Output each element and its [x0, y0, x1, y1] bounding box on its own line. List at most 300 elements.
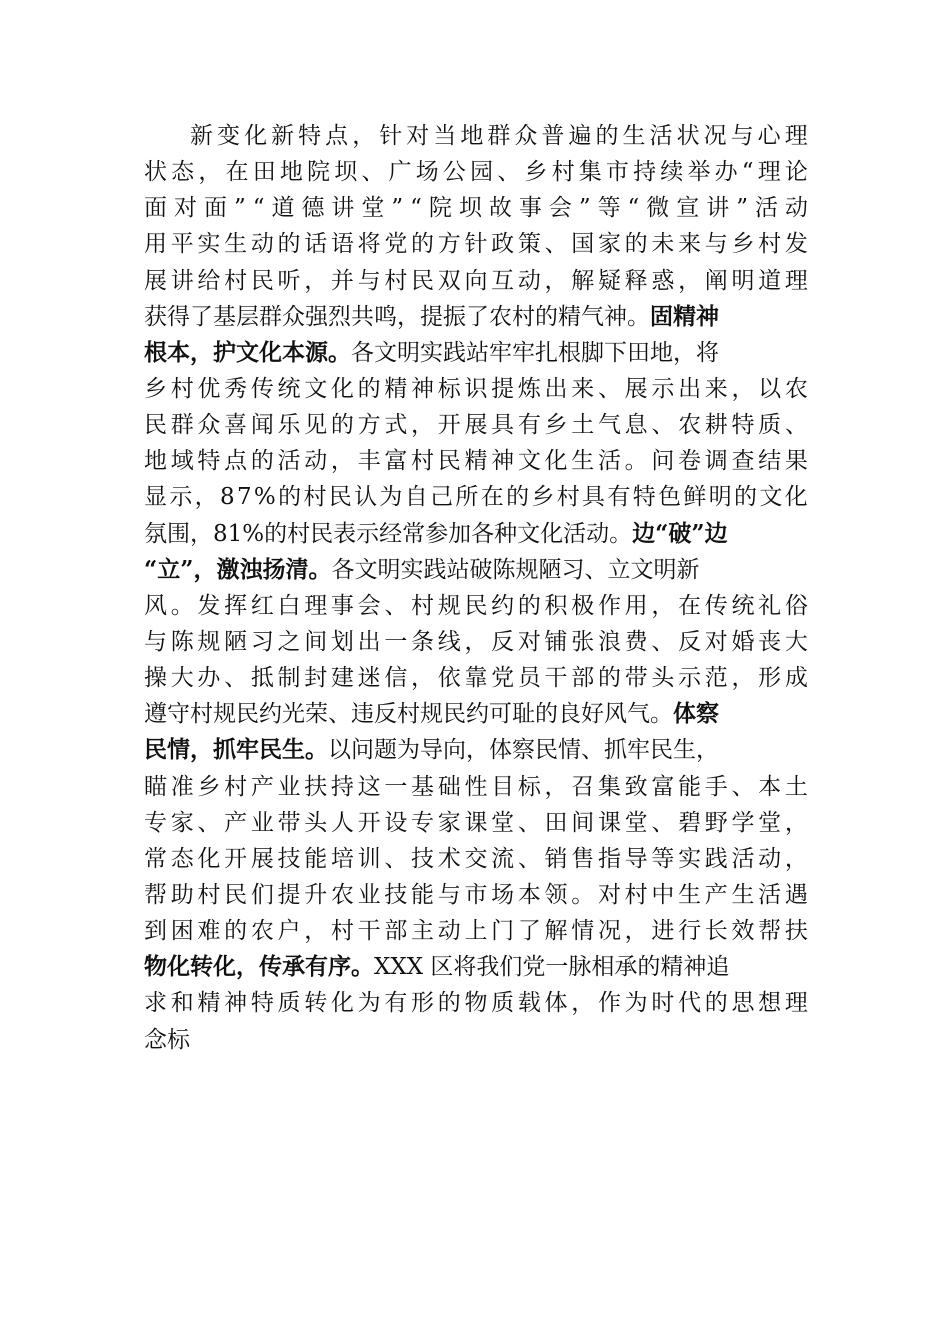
- line-char: ，: [352, 123, 376, 149]
- line-char: 示: [651, 375, 675, 402]
- line-char: 指: [597, 845, 621, 872]
- line-char: 富: [651, 773, 675, 800]
- line-char: 手: [704, 773, 728, 800]
- section-heading: 根本，护文化本源。: [144, 338, 351, 366]
- line-char: 靠: [464, 665, 488, 692]
- section-heading: 边“破”边: [632, 519, 728, 547]
- line-char: ，: [731, 375, 755, 402]
- line-char: 论: [784, 159, 808, 186]
- line-char: 富: [384, 448, 408, 475]
- line-char: 众: [197, 412, 221, 439]
- line-char: 礼: [758, 592, 782, 619]
- text-line: [144, 263, 808, 299]
- line-char: 、: [517, 845, 541, 872]
- line-char: 到: [144, 918, 167, 945]
- line-char: 业: [277, 773, 301, 800]
- line-char: 普: [541, 123, 565, 149]
- line-char: 举: [687, 159, 711, 186]
- line-char: 形: [411, 990, 435, 1017]
- line-char: 质: [758, 412, 782, 439]
- line-char: 点: [325, 123, 349, 149]
- line-char: 市: [464, 881, 488, 908]
- line-char: 技: [277, 845, 301, 872]
- line-char: 销: [544, 845, 568, 872]
- line-char: 群: [487, 123, 511, 149]
- line-char: 事: [330, 592, 354, 619]
- line-char: 与: [437, 881, 461, 908]
- line-char: 课: [464, 809, 488, 836]
- line-char: 遍: [568, 123, 592, 149]
- line-char: 识: [464, 375, 488, 402]
- line-char: 息: [624, 412, 648, 439]
- line-char: “: [741, 159, 754, 186]
- line-char: 乡: [197, 773, 221, 800]
- line-char: 解: [571, 267, 595, 294]
- line-char: 堂: [624, 809, 648, 836]
- line-char: 效: [731, 918, 755, 945]
- text-line: [144, 949, 808, 985]
- line-char: 头: [651, 665, 675, 692]
- line-char: ，: [330, 448, 354, 475]
- line-char: 活: [755, 195, 778, 222]
- line-char: 的: [517, 592, 541, 619]
- line-char: 化: [330, 990, 354, 1017]
- line-char: 集: [597, 773, 621, 800]
- line-char: 售: [571, 845, 595, 872]
- line-char: 田: [252, 159, 276, 186]
- line-char: 范: [704, 665, 728, 692]
- line-char: 条: [411, 628, 435, 655]
- line-char: 的: [278, 484, 302, 511]
- line-char: 、: [597, 375, 621, 402]
- line-char: 持: [633, 159, 657, 186]
- line-char: 在: [678, 592, 702, 619]
- line-char: 部: [571, 665, 595, 692]
- text-line: [144, 877, 808, 913]
- line-char: 依: [437, 665, 461, 692]
- line-char: 门: [491, 918, 515, 945]
- line-char: 特: [632, 484, 656, 511]
- line-char: 产: [704, 881, 728, 908]
- line-char: 针: [464, 231, 488, 258]
- line-char: 家: [170, 809, 194, 836]
- line-char: 的: [597, 665, 621, 692]
- line-text: 各文明实践站破陈规陋习、立文明新: [331, 556, 700, 583]
- line-char: 情: [571, 918, 595, 945]
- line-char: 动: [517, 267, 541, 294]
- line-char: 集: [578, 159, 602, 186]
- line-char: “: [627, 195, 640, 222]
- line-char: 。: [571, 881, 595, 908]
- line-char: 们: [250, 881, 274, 908]
- line-char: 活: [277, 448, 301, 475]
- line-char: 实: [197, 231, 221, 258]
- line-char: 认: [354, 484, 378, 511]
- line-char: 民: [328, 484, 352, 511]
- line-char: 平: [170, 231, 194, 258]
- line-char: 员: [517, 665, 541, 692]
- line-char: 坝: [334, 159, 358, 186]
- line-char: 结: [758, 448, 782, 475]
- line-char: 动: [304, 448, 328, 475]
- line-char: 村: [411, 592, 435, 619]
- line-char: 转: [304, 990, 328, 1017]
- line-char: 活: [597, 448, 621, 475]
- body-text: [144, 118, 808, 1058]
- line-char: 的: [595, 123, 619, 149]
- text-line: [144, 443, 808, 479]
- line-char: ，: [544, 773, 568, 800]
- line-char: 、: [197, 809, 221, 836]
- line-char: 态: [171, 159, 195, 186]
- line-char: ”: [233, 195, 246, 222]
- line-char: 操: [144, 665, 167, 692]
- text-line: [144, 154, 808, 190]
- line-char: 村: [224, 267, 248, 294]
- line-char: 道: [758, 267, 782, 294]
- line-char: 双: [437, 267, 461, 294]
- line-char: 院: [307, 159, 331, 186]
- line-char: 活: [649, 123, 673, 149]
- text-line: [144, 407, 808, 443]
- line-char: 文: [517, 448, 541, 475]
- line-char: 市: [605, 159, 629, 186]
- line-char: 有: [517, 412, 541, 439]
- line-char: 化: [197, 845, 221, 872]
- line-char: 野: [704, 809, 728, 836]
- line-char: 导: [624, 845, 648, 872]
- line-char: 具: [582, 484, 606, 511]
- line-char: 本: [517, 881, 541, 908]
- line-char: 一: [384, 773, 408, 800]
- line-char: 党: [491, 665, 515, 692]
- line-char: 带: [277, 809, 301, 836]
- line-char: 展: [250, 845, 274, 872]
- line-char: 的: [734, 484, 758, 511]
- line-char: 地: [460, 123, 484, 149]
- line-char: ，: [544, 267, 568, 294]
- line-char: 疑: [597, 267, 621, 294]
- line-char: 提: [491, 375, 515, 402]
- line-char: 村: [758, 231, 782, 258]
- line-char: 场: [415, 159, 439, 186]
- line-char: 带: [624, 665, 648, 692]
- line-char: 生: [731, 881, 755, 908]
- line-char: 办: [197, 665, 221, 692]
- line-char: 生: [224, 231, 248, 258]
- line-char: 部: [384, 918, 408, 945]
- line-char: 实: [678, 845, 702, 872]
- line-char: 发: [197, 592, 221, 619]
- line-char: 面: [144, 195, 167, 222]
- line-char: 民: [250, 267, 274, 294]
- line-char: 线: [437, 628, 461, 655]
- line-char: 民: [411, 267, 435, 294]
- section-heading: 体察: [673, 700, 719, 728]
- line-char: 升: [304, 881, 328, 908]
- line-char: 公: [442, 159, 466, 186]
- line-char: 张: [571, 628, 595, 655]
- line-char: ，: [194, 484, 218, 511]
- line-char: 民: [464, 592, 488, 619]
- line-char: 乡: [524, 159, 548, 186]
- line-char: 等: [651, 845, 675, 872]
- line-char: 优: [197, 375, 221, 402]
- line-char: 故: [488, 195, 512, 222]
- line-char: 自: [404, 484, 428, 511]
- line-char: 制: [277, 665, 301, 692]
- line-char: 展: [464, 412, 488, 439]
- line-char: 领: [544, 881, 568, 908]
- line-char: 规: [197, 628, 221, 655]
- line-char: 化: [784, 484, 808, 511]
- line-char: 对: [173, 195, 197, 222]
- line-char: 新: [271, 123, 295, 149]
- line-char: 丰: [357, 448, 381, 475]
- line-char: 为: [357, 990, 381, 1017]
- text-line: [144, 732, 808, 768]
- line-char: 质: [491, 990, 515, 1017]
- line-char: 作: [597, 990, 621, 1017]
- line-char: 出: [357, 628, 381, 655]
- line-char: 明: [731, 267, 755, 294]
- line-char: 面: [203, 195, 227, 222]
- line-char: 极: [571, 592, 595, 619]
- line-char: 俗: [784, 592, 808, 619]
- line-char: 动: [437, 918, 461, 945]
- line-char: 新: [190, 123, 213, 149]
- line-text: 以问题为导向，体察民情、抓牢民生，: [328, 737, 719, 764]
- line-char: ，: [198, 159, 222, 186]
- line-char: 训: [357, 845, 381, 872]
- text-line: [144, 226, 808, 262]
- line-char: 活: [731, 845, 755, 872]
- line-char: 农: [250, 918, 274, 945]
- line-char: 。: [624, 448, 648, 475]
- line-char: 约: [491, 592, 515, 619]
- line-char: 家: [597, 231, 621, 258]
- line-char: 村: [330, 918, 354, 945]
- line-char: 活: [758, 881, 782, 908]
- line-char: 释: [624, 267, 648, 294]
- line-char: 神: [224, 990, 248, 1017]
- line-char: 村: [556, 484, 580, 511]
- line-char: 为: [624, 990, 648, 1017]
- line-char: 乡: [544, 412, 568, 439]
- line-char: 变: [217, 123, 241, 149]
- line-char: 在: [225, 159, 249, 186]
- line-char: 学: [731, 809, 755, 836]
- line-char: 、: [651, 809, 675, 836]
- line-char: 果: [784, 448, 808, 475]
- line-char: 村: [624, 881, 648, 908]
- line-char: 、: [651, 628, 675, 655]
- line-char: 策: [517, 231, 541, 258]
- line-char: 行: [678, 918, 702, 945]
- line-char: 阐: [704, 267, 728, 294]
- line-char: 间: [304, 628, 328, 655]
- line-char: 时: [651, 990, 675, 1017]
- line-char: 动: [784, 195, 808, 222]
- line-char: ，: [464, 628, 488, 655]
- line-char: 一: [384, 628, 408, 655]
- line-char: 丧: [758, 628, 782, 655]
- text-line: [144, 913, 808, 949]
- line-char: 成: [784, 665, 808, 692]
- line-char: 理: [304, 592, 328, 619]
- text-line: [144, 552, 808, 588]
- line-char: 与: [704, 231, 728, 258]
- line-char: 统: [731, 592, 755, 619]
- line-char: 反: [491, 628, 515, 655]
- text-line: [144, 118, 808, 154]
- line-char: 农: [678, 412, 702, 439]
- line-char: ，: [411, 412, 435, 439]
- line-char: 专: [411, 809, 435, 836]
- line-char: 听: [277, 267, 301, 294]
- text-line: [144, 841, 808, 877]
- line-char: 心: [757, 123, 781, 149]
- line-char: 、: [784, 412, 808, 439]
- line-char: “: [252, 195, 265, 222]
- line-char: 状: [144, 159, 167, 186]
- line-char: 划: [330, 628, 354, 655]
- line-char: ，: [624, 918, 648, 945]
- line-char: 互: [491, 267, 515, 294]
- line-char: 、: [731, 773, 755, 800]
- line-char: 精: [464, 448, 488, 475]
- line-char: 土: [784, 773, 808, 800]
- line-char: 想: [758, 990, 782, 1017]
- line-char: 来: [704, 375, 728, 402]
- line-char: 了: [517, 918, 541, 945]
- line-char: 间: [571, 809, 595, 836]
- line-char: 碧: [678, 809, 702, 836]
- line-char: 院: [428, 195, 452, 222]
- line-char: 宣: [676, 195, 700, 222]
- line-char: 。: [170, 592, 194, 619]
- line-char: 迷: [357, 665, 381, 692]
- line-char: 具: [491, 412, 515, 439]
- line-char: 业: [357, 881, 381, 908]
- line-char: 乡: [731, 231, 755, 258]
- line-char: 扶: [304, 773, 328, 800]
- line-char: 对: [406, 123, 430, 149]
- line-char: 的: [277, 231, 301, 258]
- line-char: 的: [357, 375, 381, 402]
- line-char: 己: [430, 484, 454, 511]
- line-char: ，: [304, 918, 328, 945]
- line-char: 准: [170, 773, 194, 800]
- line-char: 文: [759, 484, 783, 511]
- line-char: 气: [597, 412, 621, 439]
- line-char: 向: [464, 267, 488, 294]
- line-char: 特: [298, 123, 322, 149]
- line-char: 化: [544, 448, 568, 475]
- line-char: 况: [597, 918, 621, 945]
- line-char: 闻: [250, 412, 274, 439]
- line-char: 查: [731, 448, 755, 475]
- line-char: 未: [651, 231, 675, 258]
- line-char: 喜: [224, 412, 248, 439]
- line-char: 与: [730, 123, 754, 149]
- line-char: 开: [224, 845, 248, 872]
- line-char: 动: [250, 231, 274, 258]
- line-char: 大: [170, 665, 194, 692]
- line-char: 致: [624, 773, 648, 800]
- line-char: 展: [144, 267, 167, 294]
- line-char: ”: [736, 195, 749, 222]
- line-char: 道: [271, 195, 295, 222]
- line-char: ，: [304, 267, 328, 294]
- line-char: 婚: [731, 628, 755, 655]
- line-char: 7: [236, 484, 252, 511]
- line-char: 红: [250, 592, 274, 619]
- line-char: 微: [646, 195, 670, 222]
- line-char: 用: [624, 592, 648, 619]
- line-text: 念标: [144, 1026, 190, 1053]
- section-heading: “立”，激浊扬清。: [144, 555, 332, 583]
- line-char: 、: [361, 159, 385, 186]
- line-char: 办: [714, 159, 738, 186]
- line-char: 堂: [491, 809, 515, 836]
- line-char: 流: [491, 845, 515, 872]
- line-char: 上: [464, 918, 488, 945]
- line-char: 和: [170, 990, 194, 1017]
- line-char: 能: [411, 881, 435, 908]
- line-text: 各文明实践站牢牢扎根脚下田地，将: [351, 339, 719, 366]
- line-char: 干: [357, 918, 381, 945]
- line-char: 性: [464, 773, 488, 800]
- line-char: 地: [279, 159, 303, 186]
- line-char: 专: [144, 809, 167, 836]
- line-char: 业: [250, 809, 274, 836]
- line-char: 方: [437, 231, 461, 258]
- line-char: 坝: [458, 195, 482, 222]
- line-char: 本: [758, 773, 782, 800]
- line-char: 物: [464, 990, 488, 1017]
- line-char: 浪: [597, 628, 621, 655]
- line-char: 会: [357, 592, 381, 619]
- line-char: 与: [357, 267, 381, 294]
- line-char: 、: [224, 665, 248, 692]
- line-char: 对: [517, 628, 541, 655]
- line-char: 地: [144, 448, 167, 475]
- line-char: 帮: [758, 918, 782, 945]
- line-char: 的: [224, 918, 248, 945]
- text-line: [144, 335, 808, 371]
- line-char: 求: [144, 990, 167, 1017]
- line-char: 式: [384, 412, 408, 439]
- line-char: 调: [704, 448, 728, 475]
- text-line: [144, 805, 808, 841]
- line-char: 难: [197, 918, 221, 945]
- line-char: 况: [703, 123, 727, 149]
- line-text: 获得了基层群众强烈共鸣，提振了农村的精气神。: [144, 303, 650, 330]
- line-char: 技: [384, 881, 408, 908]
- line-char: 能: [678, 773, 702, 800]
- line-text: 遵守村规民约光荣、违反村规民约可耻的良好风气。: [144, 701, 673, 728]
- line-char: 目: [491, 773, 515, 800]
- line-char: 产: [250, 773, 274, 800]
- line-char: 土: [571, 412, 595, 439]
- line-char: 基: [411, 773, 435, 800]
- section-heading: 固精神: [650, 302, 719, 330]
- line-char: 农: [784, 375, 808, 402]
- line-char: 8: [219, 484, 235, 511]
- line-char: 人: [330, 809, 354, 836]
- text-line: [144, 479, 808, 515]
